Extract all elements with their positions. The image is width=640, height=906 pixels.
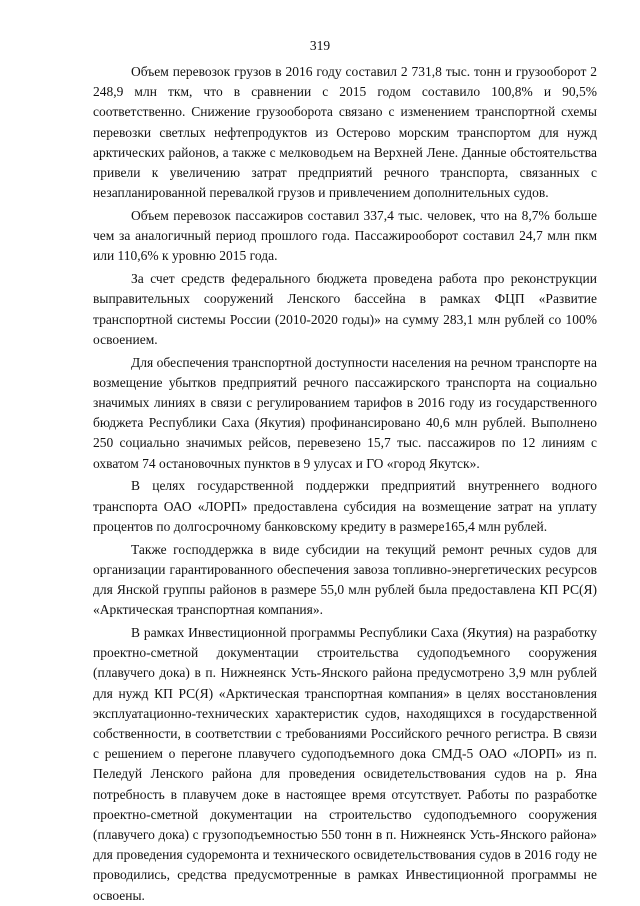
paragraph-cargo-transport: Объем перевозок грузов в 2016 году составил 2 731,8 тыс. тонн и грузооборот 2 248,9 млн ткм, что в сравнении с 2015 годом составило 100,8% и 90,5% соответственно. Снижение грузооборота связано с изменением транспортной схемы перевозки светлых нефтепродуктов из Остерово морским транспортом для нужд арктических районов, а также с мелководьем на Верхней Лене. Данные обстоятельства привели к увеличению затрат предприятий речного транспорта, связанных с незапланированной перевалкой грузов и привлечением дополнительных судов. <box>93 64 597 201</box>
page-number: 319 <box>309 38 331 53</box>
paragraph-investment-program: В рамках Инвестиционной программы Республики Саха (Якутия) на разработку проектно-сметной документации строительства судоподъемного сооружения (плавучего дока) в п. Нижнеянск Усть-Янского района предусмотрено 3,9 млн рублей для нужд КП РС(Я) «Арктическая транспортная компания» в целях восстановления эксплуатационно-технических характеристик судов, находящихся в государственной собственности, в соответствии с требованиями Российского речного регистра. В связи с решением о перегоне плавучего судоподъемного дока СМД-5 ОАО «ЛОРП» из п. Пеледуй Ленского района для проведения освидетельствования судов на р. Яна потребность в плавучем доке в настоящее время отсутствует. Работы по разработке проектно-сметной документации на строительство судоподъемного сооружения (плавучего дока) с грузоподъемностью 550 тонн в п. Нижнеянск Усть-Янского района» для проведения судоремонта и технического освидетельствования судов в 2016 году не проводились, средства предусмотренные в рамках Инвестиционной программы не освоены. <box>93 625 597 903</box>
document-body <box>93 62 597 906</box>
paragraph-transport-accessibility: Для обеспечения транспортной доступности населения на речном транспорте на возмещение убытков предприятий речного пассажирского транспорта на социально значимых линиях в связи с регулированием тарифов в 2016 году из государственного бюджета Республики Саха (Якутия) профинансировано 40,6 млн рублей. Выполнено 250 социально значимых рейсов, перевезено 15,7 тыс. пассажиров по 12 линиям с охватом 74 остановочных пунктов в 9 улусах и ГО «город Якутск». <box>93 354 597 471</box>
paragraph-state-support: В целях государственной поддержки предприятий внутреннего водного транспорта ОАО «ЛОРП» предоставлена субсидия на возмещение затрат на уплату процентов по долгосрочному банковскому кредиту в размере165,4 млн рублей. <box>93 478 597 534</box>
paragraph-repair-subsidy: Также господдержка в виде субсидии на текущий ремонт речных судов для организации гарантированного обеспечения завоза топливно-энергетических ресурсов для Янской группы районов в размере 55,0 млн рублей была предоставлена КП РС(Я) «Арктическая транспортная компания». <box>93 541 597 618</box>
paragraph-passenger-transport: Объем перевозок пассажиров составил 337,4 тыс. человек, что на 8,7% больше чем за аналогичный период прошлого года. Пассажирооборот составил 24,7 млн пкм или 110,6% к уровню 2015 года. <box>93 208 597 264</box>
paragraph-federal-budget: За счет средств федерального бюджета проведена работа про реконструкции выправительных сооружений Ленского бассейна в рамках ФЦП «Развитие транспортной системы России (2010-2020 годы)» на сумму 283,1 млн рублей со 100% освоением. <box>93 271 597 347</box>
